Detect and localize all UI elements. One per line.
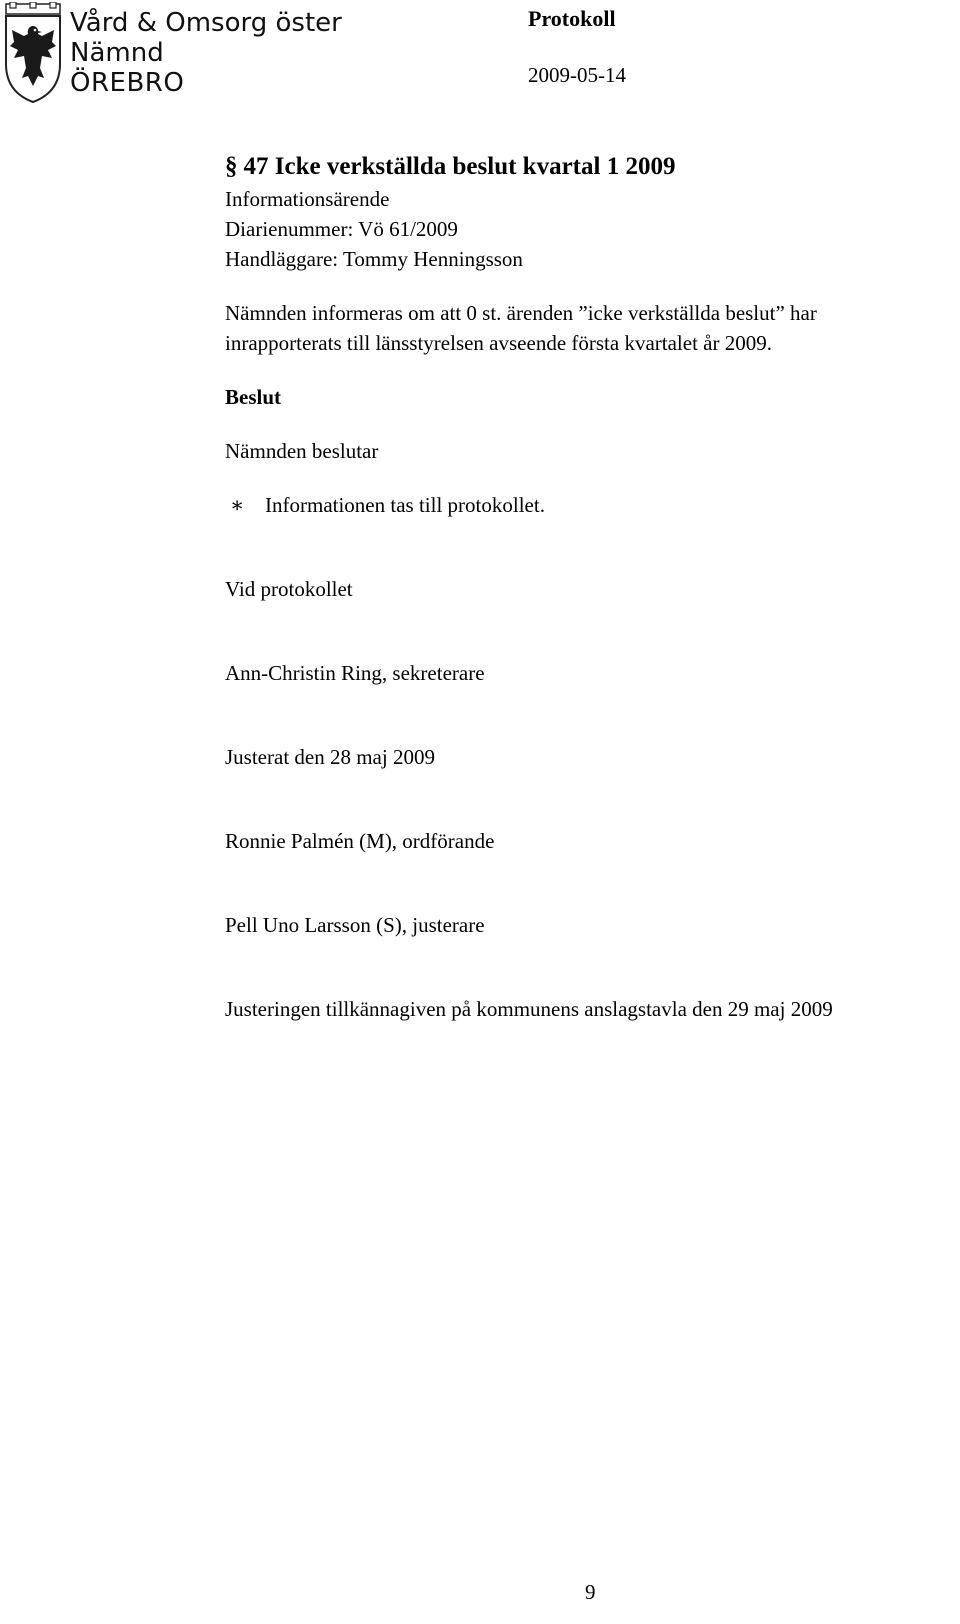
vid-protokollet: Vid protokollet	[225, 577, 353, 601]
section-mark: §	[225, 153, 238, 180]
logo-line-city: ÖREBRO	[70, 68, 185, 98]
bullet-star-icon: ∗	[230, 493, 245, 517]
document-body	[225, 150, 945, 1024]
chair-signature: Ronnie Palmén (M), ordförande	[225, 829, 495, 853]
diarienummer: Diarienummer: Vö 61/2009	[225, 217, 458, 241]
body-text-line-1: Nämnden informeras om att 0 st. ärenden ”icke verkställda beslut” har	[225, 301, 817, 325]
logo	[0, 0, 342, 106]
section-heading-text: 47 Icke verkställda beslut kvartal 1 2009	[243, 153, 676, 180]
decision-text: Informationen tas till protokollet.	[265, 493, 545, 517]
namnden-beslutar: Nämnden beslutar	[225, 439, 379, 463]
beslut-heading: Beslut	[225, 385, 282, 409]
adjuster-signature: Pell Uno Larsson (S), justerare	[225, 913, 485, 937]
justerat-date: Justerat den 28 maj 2009	[225, 745, 435, 769]
document-type-title: Protokoll	[528, 6, 616, 31]
decision-item	[225, 490, 945, 520]
handlaggare: Handläggare: Tommy Henningsson	[225, 247, 523, 271]
case-type: Informationsärende	[225, 187, 390, 211]
logo-line-namnd: Nämnd	[70, 38, 164, 68]
logo-line-organization: Vård & Omsorg öster	[70, 8, 342, 38]
section-heading	[225, 150, 945, 184]
page-number: 9	[585, 1580, 596, 1604]
orebro-coat-of-arms-icon	[2, 2, 64, 104]
secretary-signature: Ann-Christin Ring, sekreterare	[225, 661, 485, 685]
document-date: 2009-05-14	[528, 63, 626, 87]
announcement-text: Justeringen tillkännagiven på kommunens anslagstavla den 29 maj 2009	[225, 997, 833, 1021]
body-text-line-2: inrapporterats till länsstyrelsen avseende första kvartalet år 2009.	[225, 331, 772, 355]
